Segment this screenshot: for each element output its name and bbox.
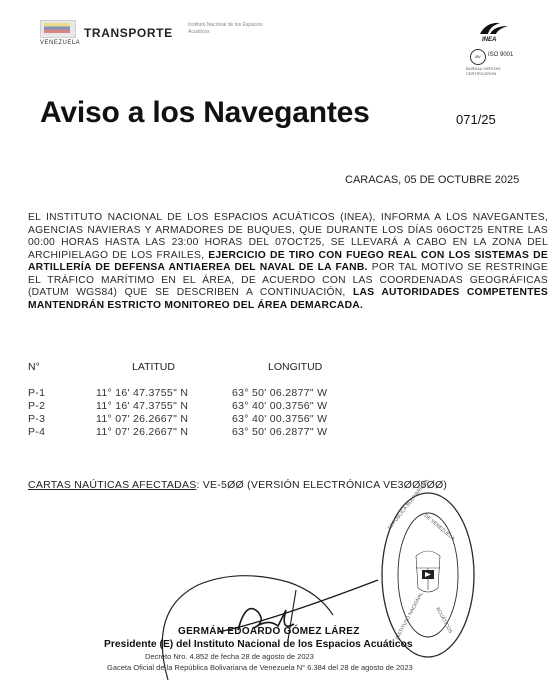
point-latitude: 11° 16' 47.3755" N <box>96 387 189 399</box>
body-paragraph-1: EL INSTITUTO NACIONAL DE LOS ESPACIOS ACUÁTICOS (INEA), INFORMA A LOS NAVEGANTES, AGENCIAS NAVIERAS Y ARMADORES DE BUQUES, QUE DURANTE LOS DÍAS 06OCT25 ENTRE LAS 00:00 HORAS HASTA LAS 23:00 HORAS DEL 07OCT25, SE LLEVARÁ A CABO EN LA ZONA DEL ARCHIPIELAGO DE LOS FRAILES, <box>28 212 548 261</box>
certification-icon: BV <box>470 49 486 65</box>
brand-label: INEA <box>482 37 497 43</box>
document-number: 071/25 <box>456 112 496 127</box>
iso-sublabel: BUREAU VERITAS CERTIFICATION <box>466 66 501 76</box>
point-latitude: 11° 16' 47.3755" N <box>96 400 189 412</box>
point-longitude: 63° 40' 00.3756" W <box>232 413 328 425</box>
body-bold-1: EJERCICIO DE TIRO CON FUEGO REAL CON LOS SISTEMAS DE ARTILLERÍA DE DEFENSA ANTIAEREA DEL NAVAL DE LA FANB. <box>28 249 548 273</box>
header-latitude: LATITUD <box>132 361 175 373</box>
signatory-title: Presidente (E) del Instituto Nacional de los Espacios Acuáticos <box>104 639 413 650</box>
iso-label: ISO 9001 <box>488 52 514 58</box>
decree-reference: Decreto Nro. 4.852 de fecha 28 de agosto de 2023 <box>145 652 314 661</box>
point-id: P-2 <box>28 400 46 412</box>
dateline: CARACAS, 05 DE OCTUBRE 2025 <box>345 174 520 186</box>
point-id: P-3 <box>28 413 46 425</box>
body-bold-2: LAS AUTORIDADES COMPETENTES MANTENDRÁN ESTRICTO MONITOREO DEL ÁREA DEMARCADA. <box>28 287 548 311</box>
point-latitude: 11° 07' 26.2667" N <box>96 413 189 425</box>
country-label: VENEZUELA <box>40 40 81 46</box>
ministry-name: TRANSPORTE <box>84 26 173 40</box>
affected-charts-label: CARTAS NAÚTICAS AFECTADAS <box>28 479 197 491</box>
svg-text:INSTITUTO NACIONAL: INSTITUTO NACIONAL <box>394 591 425 641</box>
header-number: N° <box>28 361 40 373</box>
body-paragraph-2: POR TAL MOTIVO SE RESTRINGE EL TRÁFICO MARÍTIMO EN EL ÁREA, DE ACUERDO CON LAS COORDENADAS GEOGRÁFICAS (DATUM WGS84) QUE SE DESCRIBEN A CONTINUACIÓN, <box>28 262 548 298</box>
point-longitude: 63° 40' 00.3756" W <box>232 400 328 412</box>
signatory-name: GERMÁN EDOARDO GÓMEZ LÁREZ <box>178 626 360 637</box>
letterhead <box>0 0 526 75</box>
point-longitude: 63° 50' 06.2877" W <box>232 387 328 399</box>
point-longitude: 63° 50' 06.2877" W <box>232 426 328 438</box>
point-id: P-4 <box>28 426 46 438</box>
notice-body <box>28 212 548 312</box>
gazette-reference: Gaceta Oficial de la República Bolivariana de Venezuela N° 6.384 del 28 de agosto de 2023 <box>107 663 413 672</box>
document-title: Aviso a los Navegantes <box>40 96 370 129</box>
official-seal <box>380 478 476 660</box>
point-latitude: 11° 07' 26.2667" N <box>96 426 189 438</box>
svg-text:ACUÁTICOS: ACUÁTICOS <box>434 606 454 635</box>
header-longitude: LONGITUD <box>268 361 323 373</box>
ministry-subtitle: Instituto Nacional de los Espacios Acuáticos <box>188 22 263 35</box>
government-logo <box>40 20 76 38</box>
point-id: P-1 <box>28 387 46 399</box>
flag-icon <box>44 23 70 33</box>
svg-text:DE VENEZUELA: DE VENEZUELA <box>422 512 456 543</box>
affected-charts-value: : VE-5ØØ (VERSIÓN ELECTRÓNICA VE3ØØ5ØØ) <box>196 479 448 491</box>
inea-logo-icon <box>478 20 510 36</box>
svg-text:REPÚBLICA BOLIVARIANA: REPÚBLICA BOLIVARIANA <box>386 478 431 532</box>
